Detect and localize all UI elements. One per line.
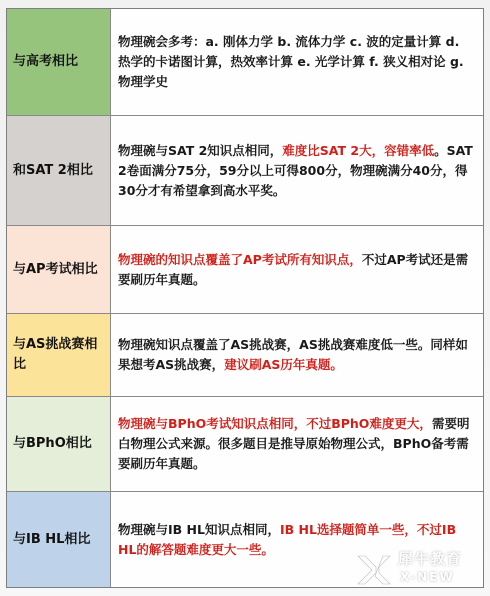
table-row: [7, 226, 483, 314]
row-label: 与AP考试相比: [7, 226, 111, 313]
row-label: 和SAT 2相比: [7, 116, 111, 225]
content-segment: 物理碗与IB HL知识点相同，: [118, 521, 280, 537]
row-label: 与高考相比: [7, 9, 111, 115]
content-segment: 物理碗与SAT 2知识点相同，: [118, 142, 283, 158]
row-label: 与IB HL相比: [7, 492, 111, 587]
table-row: [7, 9, 483, 116]
row-label: 与AS挑战赛相比: [7, 314, 111, 396]
table-row: [7, 397, 483, 492]
content-segment: 不过AP考试还是需要刷历年真题。: [118, 251, 469, 287]
comparison-table: [6, 8, 484, 588]
table-row: [7, 116, 483, 226]
table-row: [7, 314, 483, 397]
watermark-cn-text: 犀牛教育: [398, 550, 463, 568]
content-segment: 需要明白物理公式来源。很多题目是推导原始物理公式，BPhO备考需要刷历年真题。: [118, 416, 470, 471]
content-segment-highlight: IB HL选择题简单一些，不过IB HL的解答题难度更大一些。: [118, 521, 457, 557]
row-content: [111, 226, 483, 313]
content-segment-highlight: 物理碗的知识点覆盖了AP考试所有知识点，: [118, 251, 362, 267]
row-content: [111, 9, 483, 115]
watermark-en-text: X-NEW: [400, 570, 455, 584]
content-segment: 物理碗知识点覆盖了AS挑战赛，AS挑战赛难度低一些。同样如果想考AS挑战赛，: [118, 337, 468, 372]
table-row: [7, 492, 483, 587]
row-label: 与BPhO相比: [7, 397, 111, 491]
row-content: [111, 397, 483, 491]
content-segment-highlight: 物理碗与BPhO考试知识点相同，不过BPhO难度更大，: [118, 416, 432, 431]
row-content: [111, 314, 483, 396]
content-segment: 。SAT 2卷面满分75分，59分以上可得800分，物理碗满分40分，得30分才有希望拿到高水平奖。: [118, 142, 473, 198]
content-segment: 物理碗会多考：a. 刚体力学 b. 流体力学 c. 波的定量计算 d. 热学的卡诺图计算，热效率计算 e. 光学计算 f. 狭义相对论 g. 物理学史: [118, 34, 464, 89]
row-content: [111, 492, 483, 587]
content-segment-highlight: 难度比SAT 2大，容错率低: [282, 142, 435, 158]
row-content: [111, 116, 483, 225]
content-segment-highlight: 建议刷AS历年真题。: [224, 357, 343, 372]
